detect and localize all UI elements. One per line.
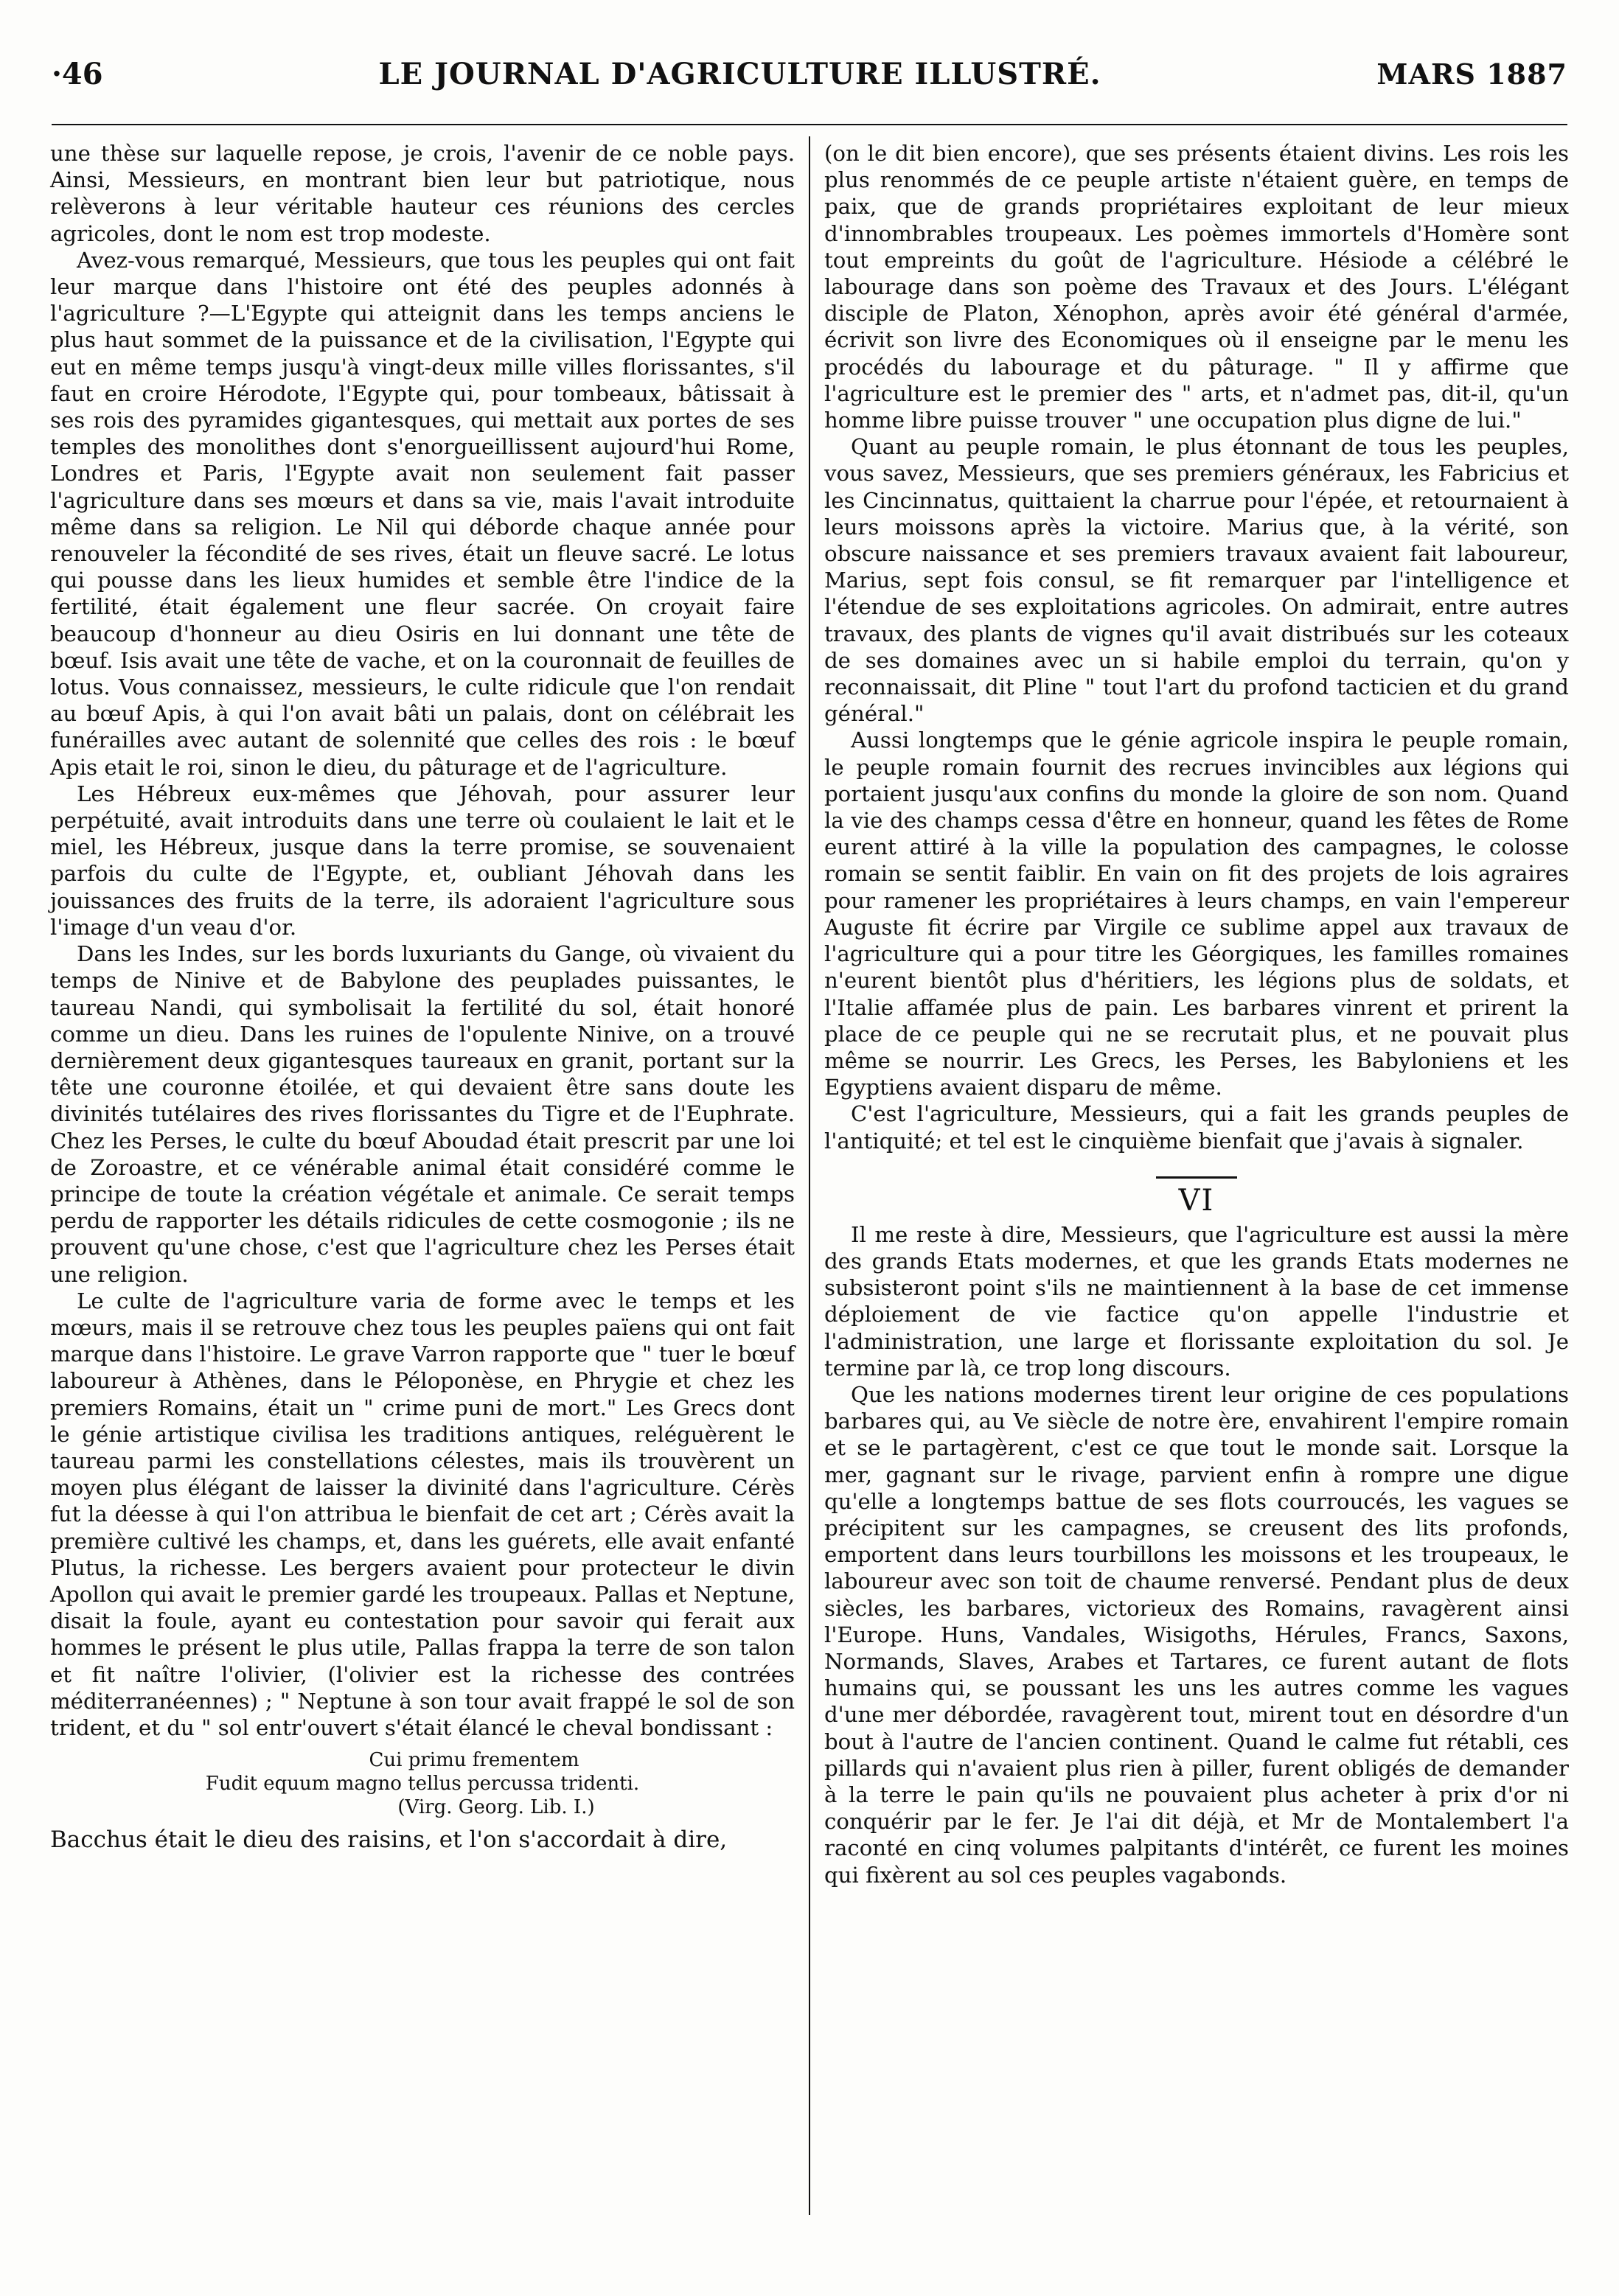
header-rule bbox=[52, 124, 1567, 125]
section-heading bbox=[824, 1176, 1569, 1217]
section-rule bbox=[1156, 1176, 1237, 1179]
paragraph: Que les nations modernes tirent leur origine de ces populations barbares qui, au Ve siècle de notre ère, envahirent l'empire romain et se le partagèrent, c'est ce que tout le monde sait. Lorsque la mer, gagnant sur le rivage, parvient enfin à rompre une digue qu'elle a longtemps battue de ses flots courroucés, les vagues se précipitent sur les campagnes, se creusent des lits profonds, emportent dans leurs tourbillons les moissons et les troupeaux, le laboureur avec son toit de chaume renversé. Pendant plus de deux siècles, les barbares, victorieux des Romains, ravagèrent ainsi l'Europe. Huns, Vandales, Wisigoths, Hérules, Francs, Saxons, Normands, Slaves, Arabes et Tartares, ce furent autant de flots humains qui, se poussant les uns les autres comme les vagues d'une mer débordée, ravagèrent tout, mirent tout en désordre d'un bout à l'autre de l'ancien continent. Quand le calme fut rétabli, ces pillards qui n'avaient plus rien à piller, furent obligés de demander à la terre le pain qu'ils ne pouvaient plus acheter à prix d'or ni conquérir par le fer. Je l'ai dit déjà, et Mr de Montalembert l'a raconté en cinq volumes palpitants d'intérêt, ce furent les moines qui fixèrent au sol ces peuples vagabonds. bbox=[824, 1381, 1569, 1888]
paragraph: Aussi longtemps que le génie agricole inspira le peuple romain, le peuple romain fournit des recrues invincibles aux légions qui portaient jusqu'aux confins du monde la gloire de son nom. Quand la vie des champs cessa d'être en honneur, quand les fêtes de Rome eurent attiré à la ville la population des campagnes, le colosse romain se sentit faiblir. En vain on fit des projets de lois agraires pour ramener les propriétaires à leurs champs, en vain l'empereur Auguste fit écrire par Virgile ce sublime appel aux travaux de l'agriculture qui a pour titre les Géorgiques, les familles romaines n'eurent bientôt plus d'héritiers, les légions plus de soldats, et l'Italie affamée plus de pain. Les barbares vinrent et prirent la place de ce peuple qui ne se recrutait plus, et ne pouvait plus même se nourrir. Les Grecs, les Perses, les Babyloniens et les Egyptiens avaient disparu de même. bbox=[824, 727, 1569, 1100]
paragraph: (on le dit bien encore), que ses présents étaient divins. Les rois les plus renommés de ce peuple artiste n'étaient guère, en temps de paix, que de grands propriétaires exploitant de leur mieux d'innombrables troupeaux. Les poèmes immortels d'Homère sont tout empreints du goût de l'agriculture. Hésiode a célébré le labourage dans son poème des Travaux et des Jours. L'élégant disciple de Platon, Xénophon, après avoir été général d'armée, écrivit son livre des Economiques où il enseigne par le menu les procédés du labourage et du pâturage. " Il y affirme que l'agriculture est le premier des " arts, et n'admet pas, dit-il, qu'un homme libre puisse trouver " une occupation plus digne de lui." bbox=[824, 141, 1569, 433]
paragraph: Dans les Indes, sur les bords luxuriants du Gange, où vivaient du temps de Ninive et de Babylone des peuplades puissantes, le taureau Nandi, qui symbolisait la fertilité du sol, était honoré comme un dieu. Dans les ruines de l'opulente Ninive, on a trouvé dernièrement deux gigantesques taureaux en granit, portant sur la tête une couronne étoilée, et qui devaient être sans doute les divinités tutélaires des rives florissantes du Tigre et de l'Euphrate. Chez les Perses, le culte du bœuf Aboudad était prescrit par une loi de Zoroastre, et ce vénérable animal était considéré comme le principe de toute la création végétale et animale. Ce serait temps perdu de rapporter les détails ridicules de cette cosmogonie ; ils ne prouvent qu'une chose, c'est que l'agriculture chez les Perses était une religion. bbox=[50, 941, 795, 1287]
quote-citation: (Virg. Georg. Lib. I.) bbox=[397, 1796, 595, 1819]
paragraph: Bacchus était le dieu des raisins, et l'on s'accordait à dire, bbox=[50, 1826, 728, 1854]
section-number: VI bbox=[1178, 1183, 1215, 1218]
paragraph: C'est l'agriculture, Messieurs, qui a fait les grands peuples de l'antiquité; et tel est le cinquième bienfait que j'avais à signaler. bbox=[824, 1101, 1569, 1154]
journal-title: LE JOURNAL D'AGRICULTURE ILLUSTRÉ. bbox=[378, 56, 1101, 91]
right-column bbox=[824, 140, 1569, 1888]
quote-line: Fudit equum magno tellus percussa tridenti. bbox=[205, 1773, 640, 1796]
quote-line: Cui primu frementem bbox=[369, 1749, 579, 1772]
paragraph: Le culte de l'agriculture varia de forme avec le temps et les mœurs, mais il se retrouve chez tous les peuples païens qui ont fait marque dans l'histoire. Le grave Varron rapporte que " tuer le bœuf laboureur à Athènes, dans le Péloponèse, en Phrygie et chez les premiers Romains, était un " crime puni de mort." Les Grecs dont le génie artistique civilisa les traditions antiques, reléguèrent le taureau parmi les constellations célestes, mais ils trouvèrent un moyen plus élégant de laisser la divinité dans l'agriculture. Cérès fut la déesse à qui l'on attribua le bienfait de cet art ; Cérès avait la première cultivé les champs, et, dans les guérets, elle avait enfanté Plutus, la richesse. Les bergers avaient pour protecteur le divin Apollon qui avait le premier gardé les troupeaux. Pallas et Neptune, disait la foule, ayant eu contestation pour savoir qui ferait aux hommes le présent le plus utile, Pallas frappa la terre de son talon et fit naître l'olivier, (l'olivier est la richesse des contrées méditerranéennes) ; " Neptune à son tour avait frappé le sol de son trident, et du " sol entr'ouvert s'était élancé le cheval bondissant : bbox=[50, 1288, 795, 1740]
issue-date: MARS 1887 bbox=[1376, 57, 1567, 91]
paragraph: Quant au peuple romain, le plus étonnant de tous les peuples, vous savez, Messieurs, que ses premiers généraux, les Fabricius et les Cincinnatus, quittaient la charrue pour l'épée, et retournaient à leurs moissons après la victoire. Marius que, à la vérité, son obscure naissance et ses premiers travaux avaient fait laboureur, Marius, sept fois consul, se fit remarquer par l'intelligence et l'étendue de ses exploitations agricoles. On admirait, entre autres travaux, des plants de vignes qu'il avait distribués sur les coteaux de ses domaines avec un si habile emploi du terrain, qu'on y reconnaissait, dit Pline " tout l'art du profond tacticien et du grand général." bbox=[824, 434, 1569, 727]
paragraph: Les Hébreux eux-mêmes que Jéhovah, pour assurer leur perpétuité, avait introduits dans une terre où coulaient le lait et le miel, les Hébreux, jusque dans la terre promise, se souvenaient parfois du culte de l'Egypte, et, oubliant Jéhovah dans les jouissances des fruits de la terre, ils adoraient l'agriculture sous l'image d'un veau d'or. bbox=[50, 781, 795, 940]
page-header bbox=[52, 52, 1567, 96]
paragraph: une thèse sur laquelle repose, je crois, l'avenir de ce noble pays. Ainsi, Messieurs, en montrant bien leur but patriotique, nous relèverons à leur véritable hauteur ces réunions des cercles agricoles, dont le nom est trop modeste. bbox=[50, 141, 795, 246]
left-column bbox=[50, 140, 795, 1853]
column-divider bbox=[809, 136, 810, 2215]
page-number: ·46 bbox=[52, 56, 103, 91]
paragraph: Il me reste à dire, Messieurs, que l'agriculture est aussi la mère des grands Etats modernes, et que les grands Etats modernes ne subsisteront point s'ils ne maintiennent à la base de cet immense déploiement de vie factice qu'on appelle l'industrie et l'administration, une large et florissante exploitation du sol. Je termine par là, ce trop long discours. bbox=[824, 1221, 1569, 1381]
latin-quotation bbox=[50, 1748, 795, 1819]
paragraph: Avez-vous remarqué, Messieurs, que tous les peuples qui ont fait leur marque dans l'histoire ont été des peuples adonnés à l'agriculture ?—L'Egypte qui atteignit dans les temps anciens le plus haut sommet de la puissance et de la civilisation, l'Egypte qui eut en même temps jusqu'à vingt-deux mille villes florissantes, s'il faut en croire Hérodote, l'Egypte qui, pour tombeaux, bâtissait à ses rois des pyramides gigantesques, qui mettait aux portes de ses temples des monolithes dont s'enorgueillissent aujourd'hui Rome, Londres et Paris, l'Egypte avait non seulement fait passer l'agriculture dans ses mœurs et dans sa vie, mais l'avait introduite même dans sa religion. Le Nil qui déborde chaque année pour renouveler la fécondité de ses rives, était un fleuve sacré. Le lotus qui pousse dans les lieux humides et semble être l'indice de la fertilité, était également une fleur sacrée. On croyait faire beaucoup d'honneur au dieu Osiris en lui donnant une tête de bœuf. Isis avait une tête de vache, et on la couronnait de feuilles de lotus. Vous connaissez, messieurs, le culte ridicule que l'on rendait au bœuf Apis, à qui l'on avait bâti un palais, dont on célébrait les funérailles avec autant de solennité que celles des rois : le bœuf Apis etait le roi, sinon le dieu, du pâturage et de l'agriculture. bbox=[50, 247, 795, 780]
